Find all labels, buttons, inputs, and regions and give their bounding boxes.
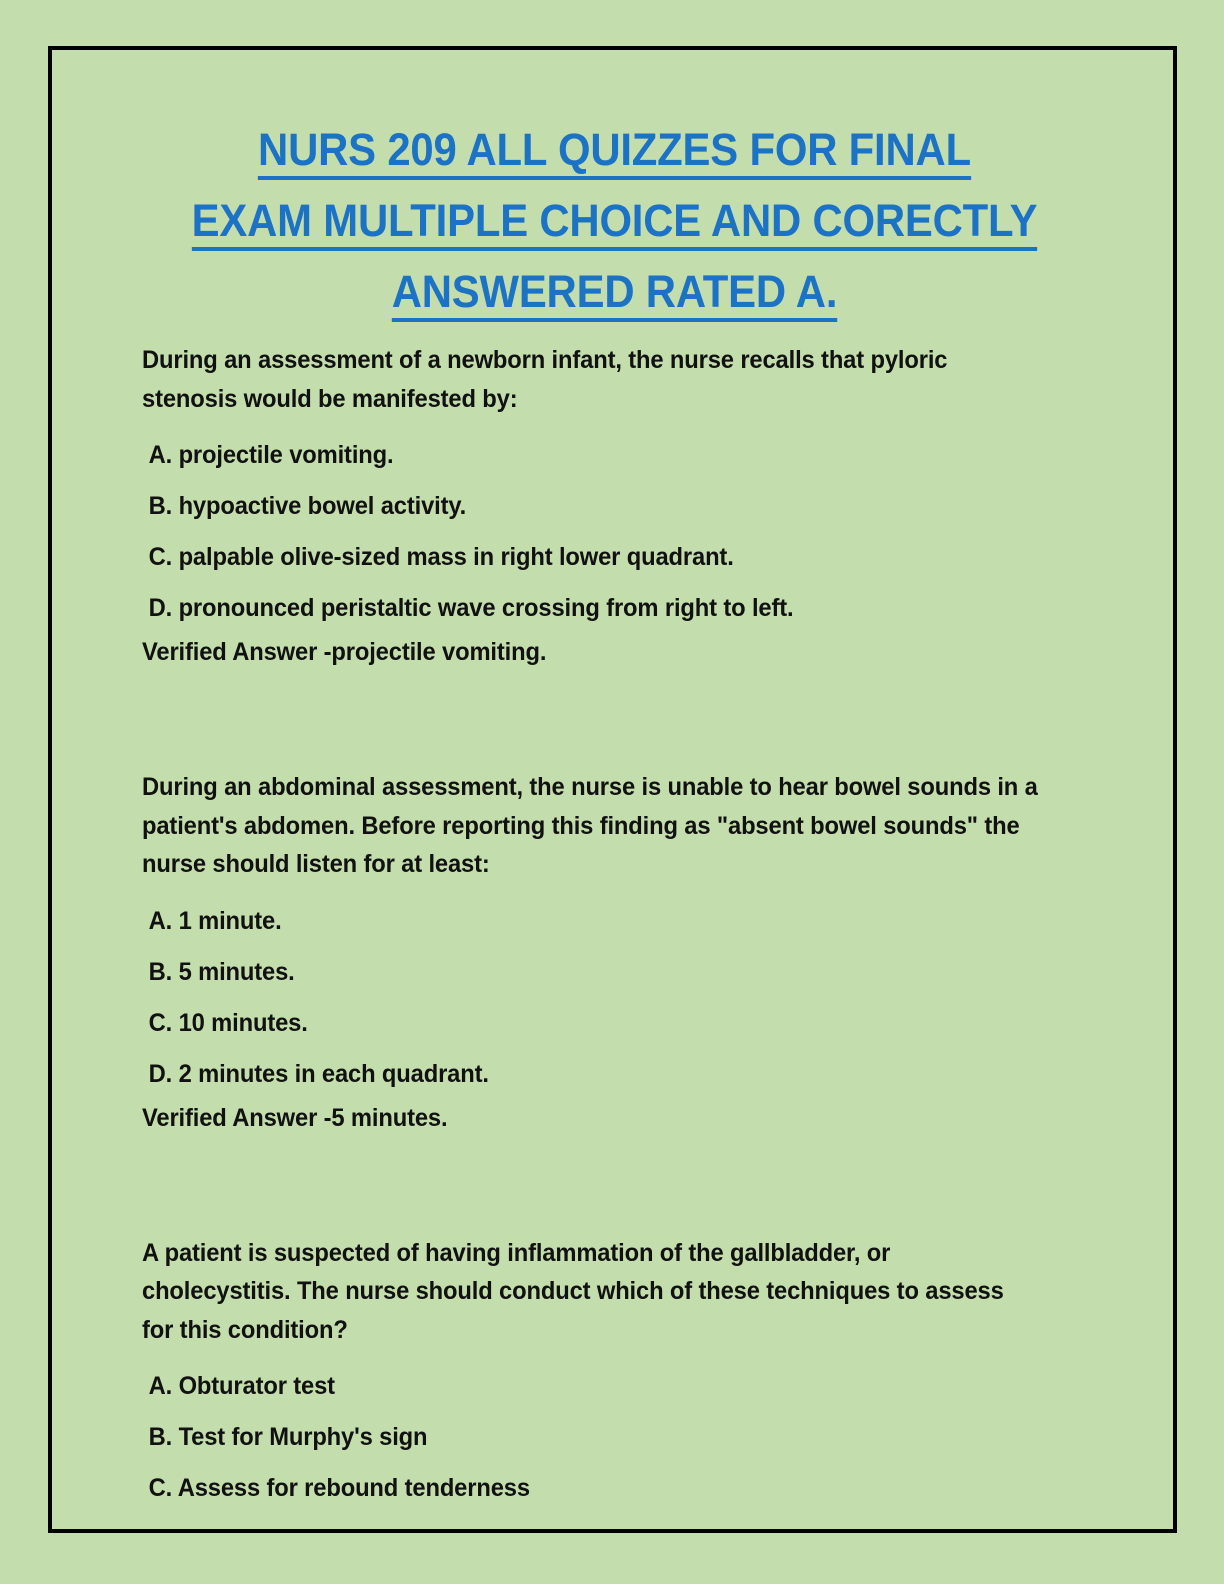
option-1-c[interactable]: C. palpable olive-sized mass in right lower quadrant.: [148, 543, 734, 571]
question-gap-1: [142, 670, 1087, 768]
option-2-b[interactable]: B. 5 minutes.: [148, 957, 295, 986]
page-title-line-1: [175, 114, 1054, 185]
option-3-b[interactable]: B. Test for Murphy's sign: [148, 1423, 428, 1451]
question-options-2: [142, 896, 1087, 1100]
question-block-3: [142, 1234, 1087, 1515]
verified-answer-1: Verified Answer -projectile vomiting.: [142, 638, 547, 666]
page-title-line-3: [175, 256, 1054, 327]
question-stem-3: A patient is suspected of having inflammation of the gallbladder, or cholecystitis. The nurse should conduct which of these techniques to assess for this condition?: [142, 1238, 1004, 1344]
page-title-line-3-text: ANSWERED RATED A.: [392, 266, 838, 322]
option-3-a[interactable]: A. Obturator test: [148, 1372, 335, 1400]
page-title-line-2-text: EXAM MULTIPLE CHOICE AND CORECTLY: [192, 195, 1038, 251]
document-frame: [48, 46, 1177, 1533]
option-2-d[interactable]: D. 2 minutes in each quadrant.: [148, 1059, 489, 1088]
question-gap-2: [142, 1136, 1087, 1234]
option-3-c[interactable]: C. Assess for rebound tenderness: [148, 1474, 530, 1502]
option-1-d[interactable]: D. pronounced peristaltic wave crossing from right to left.: [148, 594, 794, 622]
question-options-3: [142, 1361, 1087, 1514]
page-title-line-2: [175, 185, 1054, 256]
option-1-a[interactable]: A. projectile vomiting.: [148, 441, 394, 469]
option-1-b[interactable]: B. hypoactive bowel activity.: [148, 492, 467, 520]
document-content: [142, 114, 1087, 1514]
option-2-c[interactable]: C. 10 minutes.: [148, 1008, 308, 1037]
question-options-1: [142, 430, 1087, 634]
stem-options-spacer-2: [142, 884, 1087, 896]
verified-answer-2: Verified Answer -5 minutes.: [142, 1103, 448, 1132]
page-title: [175, 114, 1054, 327]
stem-options-spacer-3: [142, 1349, 1087, 1361]
question-block-2: [142, 768, 1087, 1136]
option-2-a[interactable]: A. 1 minute.: [148, 906, 282, 935]
stem-options-spacer-1: [142, 418, 1087, 430]
page-title-line-1-text: NURS 209 ALL QUIZZES FOR FINAL: [258, 124, 971, 180]
title-body-spacer: [142, 327, 1087, 341]
question-stem-1: During an assessment of a newborn infant, the nurse recalls that pyloric stenosis would be manifested by:: [142, 346, 948, 413]
question-stem-2: During an abdominal assessment, the nurse is unable to hear bowel sounds in a patient's abdomen. Before reporting this finding as "absent bowel sounds" the nurse should listen for at least:: [142, 773, 1038, 878]
question-block-1: [142, 341, 1087, 670]
